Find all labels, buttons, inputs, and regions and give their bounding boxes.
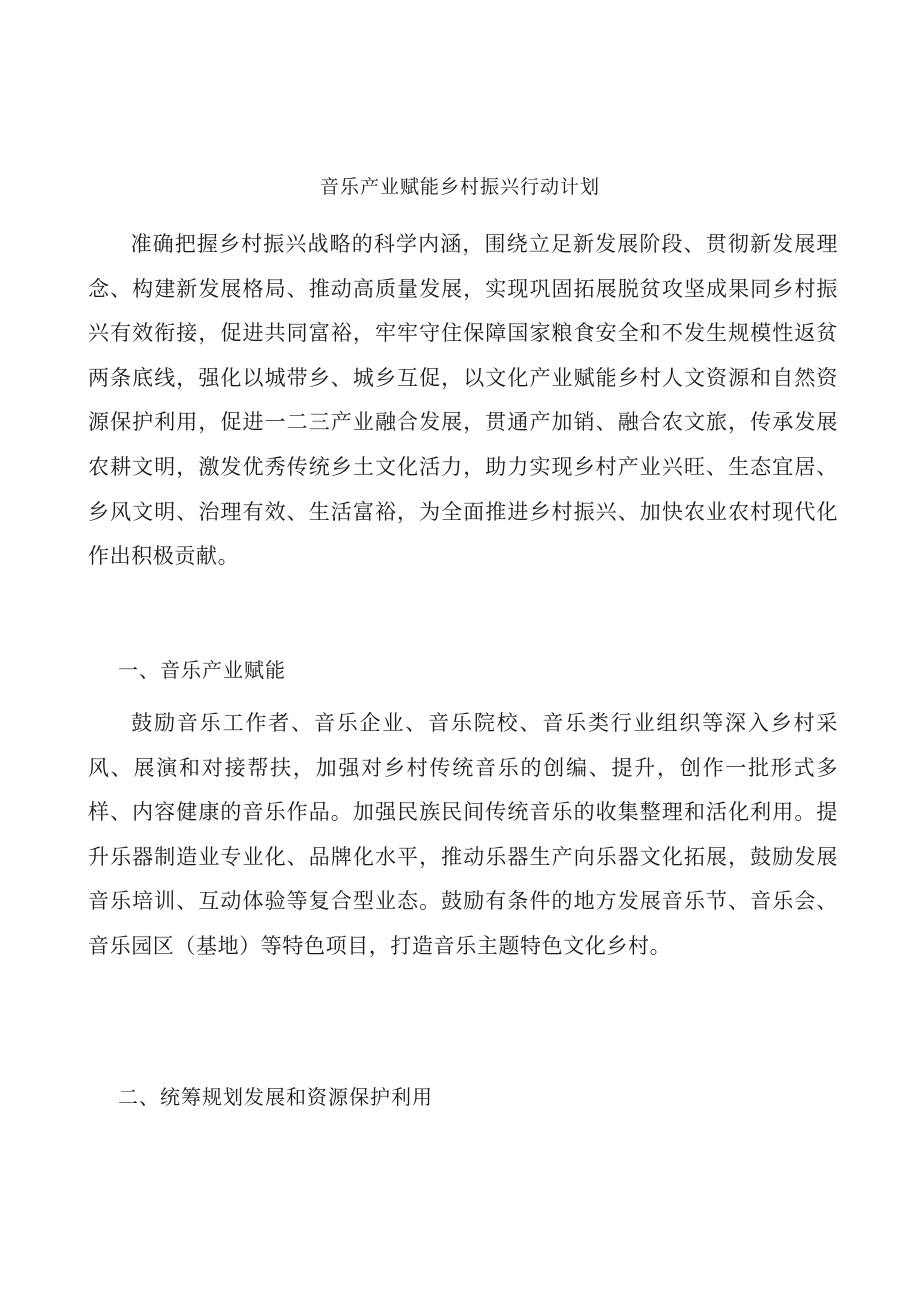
intro-paragraph <box>88 222 838 579</box>
section-body-1 <box>88 701 838 969</box>
intro-text: 准确把握乡村振兴战略的科学内涵，围绕立足新发展阶段、贯彻新发展理念、构建新发展格局、推动高质量发展，实现巩固拓展脱贫攻坚成果同乡村振兴有效衔接，促进共同富裕，牢牢守住保障国家粮食安全和不发生规模性返贫两条底线，强化以城带乡、城乡互促，以文化产业赋能乡村人文资源和自然资源保护利用，促进一二三产业融合发展，贯通产加销、融合农文旅，传承发展农耕文明，激发优秀传统乡土文化活力，助力实现乡村产业兴旺、生态宜居、乡风文明、治理有效、生活富裕，为全面推进乡村振兴、加快农业农村现代化作出积极贡献。 <box>88 232 838 569</box>
section-heading-1: 一、音乐产业赋能 <box>118 658 286 682</box>
section-body-1-text: 鼓励音乐工作者、音乐企业、音乐院校、音乐类行业组织等深入乡村采风、展演和对接帮扶，加强对乡村传统音乐的创编、提升，创作一批形式多样、内容健康的音乐作品。加强民族民间传统音乐的收集整理和活化利用。提升乐器制造业专业化、品牌化水平，推动乐器生产向乐器文化拓展，鼓励发展音乐培训、互动体验等复合型业态。鼓励有条件的地方发展音乐节、音乐会、音乐园区（基地）等特色项目，打造音乐主题特色文化乡村。 <box>88 711 838 958</box>
section-heading-2: 二、统筹规划发展和资源保护利用 <box>118 1085 433 1109</box>
document-title: 音乐产业赋能乡村振兴行动计划 <box>319 176 600 198</box>
